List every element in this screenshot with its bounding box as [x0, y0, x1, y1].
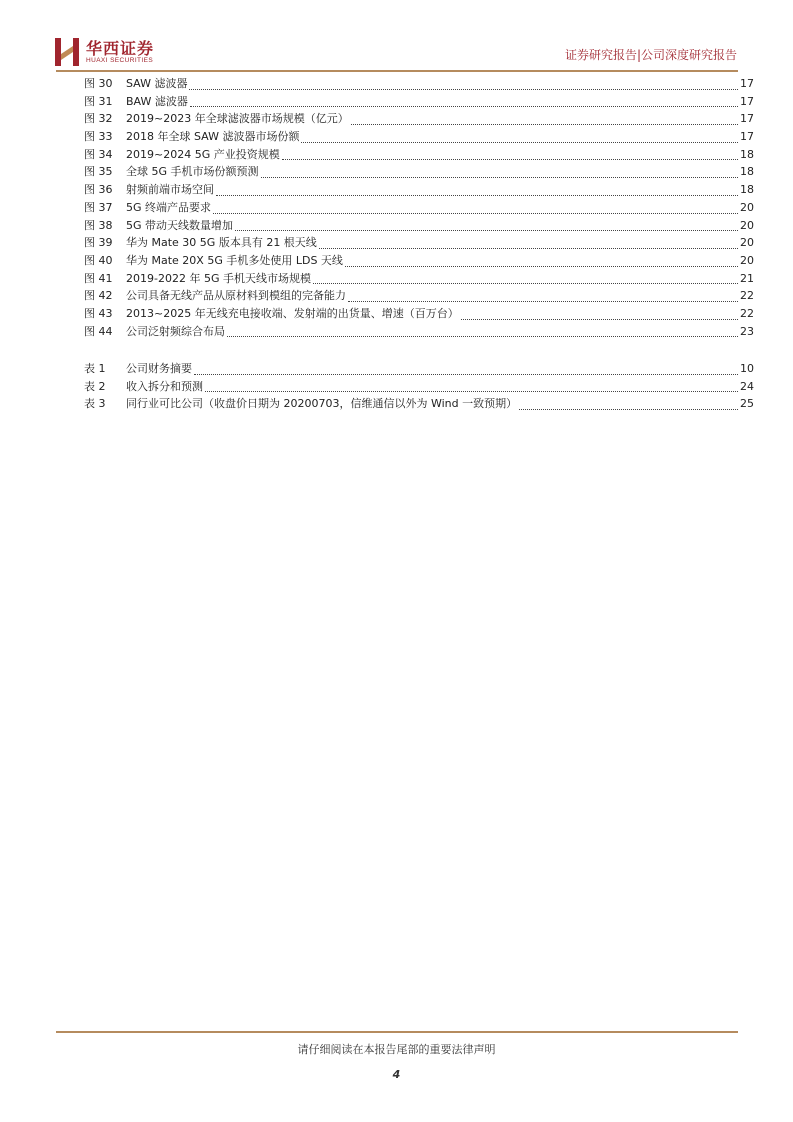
toc-leader-dots	[319, 248, 738, 249]
toc-entry-title: 2019~2024 5G 产业投资规模	[126, 147, 280, 161]
toc-entry-page: 20	[740, 218, 754, 232]
toc-figure-row[interactable]	[84, 146, 754, 164]
toc-entry-page: 17	[740, 94, 754, 108]
toc-entry-title: 2019~2023 年全球滤波器市场规模（亿元）	[126, 112, 349, 126]
toc-table-row[interactable]	[84, 395, 754, 413]
toc-entry-page: 17	[740, 77, 754, 90]
toc-entry-page: 22	[740, 306, 754, 320]
toc-entry-label: 图 32	[84, 112, 113, 126]
toc-leader-dots	[213, 213, 738, 214]
toc-entry-page: 21	[740, 271, 754, 285]
toc-figure-row[interactable]	[84, 270, 754, 288]
toc-figure-row[interactable]	[84, 217, 754, 235]
toc-entry-label: 图 37	[84, 200, 113, 214]
toc-entry-title: 2013~2025 年无线充电接收端、发射端的出货量、增速（百万台）	[126, 306, 459, 320]
toc-entry-label: 图 31	[84, 94, 113, 108]
toc-entry-label: 图 33	[84, 130, 113, 144]
toc-entry-label: 表 3	[84, 397, 106, 411]
footer-divider	[56, 1031, 738, 1033]
toc-entry-label: 表 1	[84, 362, 106, 375]
toc-entry-title: 5G 带动天线数量增加	[126, 218, 234, 232]
toc-leader-dots	[194, 374, 738, 375]
toc-leader-dots	[190, 106, 738, 107]
toc-leader-dots	[282, 159, 738, 160]
toc-entry-page: 17	[740, 130, 754, 144]
toc-entry-label: 图 30	[84, 77, 113, 90]
toc-entry-title: 同行业可比公司（收盘价日期为 20200703，信维通信以外为 Wind 一致预期）	[126, 397, 518, 411]
toc-entry-title: 全球 5G 手机市场份额预测	[126, 165, 259, 179]
toc-leader-dots	[205, 391, 738, 392]
toc-entry-page: 20	[740, 236, 754, 250]
toc-figure-row[interactable]	[84, 199, 754, 217]
toc-entry-page: 18	[740, 165, 754, 179]
toc-entry-title: 收入拆分和预测	[126, 379, 203, 393]
table-list	[84, 360, 754, 413]
toc-figure-row[interactable]	[84, 287, 754, 305]
toc-leader-dots	[261, 177, 738, 178]
logo-english-name: HUAXI SECURITIES	[86, 57, 154, 64]
toc-entry-label: 图 36	[84, 183, 113, 197]
page-number: 4	[392, 1068, 401, 1081]
toc-entry-label: 图 41	[84, 271, 113, 285]
toc-leader-dots	[351, 124, 738, 125]
toc-entry-title: 公司泛射频综合布局	[126, 324, 225, 338]
toc-figure-row[interactable]	[84, 252, 754, 270]
header-divider	[56, 70, 738, 72]
toc-figure-row[interactable]	[84, 163, 754, 181]
page-header	[0, 0, 793, 76]
toc-entry-page: 10	[740, 362, 754, 375]
toc-entry-page: 20	[740, 253, 754, 267]
toc-figure-row[interactable]	[84, 181, 754, 199]
huaxi-logo-icon	[54, 36, 80, 68]
toc-figure-row[interactable]	[84, 75, 754, 93]
toc-entry-title: BAW 滤波器	[126, 94, 188, 108]
toc-entry-title: 2018 年全球 SAW 滤波器市场份额	[126, 130, 300, 144]
toc-entry-label: 图 34	[84, 147, 113, 161]
toc-table-row[interactable]	[84, 360, 754, 378]
toc-figure-row[interactable]	[84, 110, 754, 128]
toc-leader-dots	[345, 266, 738, 267]
toc-entry-title: 射频前端市场空间	[126, 183, 214, 197]
toc-entry-title: 公司具备无线产品从原材料到模组的完备能力	[126, 289, 346, 303]
toc-entry-title: 公司财务摘要	[126, 362, 192, 375]
toc-leader-dots	[235, 230, 738, 231]
toc-entry-title: 5G 终端产品要求	[126, 200, 212, 214]
toc-leader-dots	[301, 142, 738, 143]
toc-figure-row[interactable]	[84, 323, 754, 341]
toc-entry-page: 18	[740, 183, 754, 197]
legal-notice: 请仔细阅读在本报告尾部的重要法律声明	[297, 1043, 496, 1056]
toc-figure-row[interactable]	[84, 305, 754, 323]
toc-entry-label: 图 35	[84, 165, 113, 179]
toc-figure-row[interactable]	[84, 234, 754, 252]
toc-entry-title: 2019-2022 年 5G 手机天线市场规模	[126, 271, 311, 285]
toc-entry-title: 华为 Mate 20X 5G 手机多处使用 LDS 天线	[126, 253, 343, 267]
toc-entry-page: 20	[740, 200, 754, 214]
toc-entry-label: 图 38	[84, 218, 113, 232]
toc-entry-label: 图 40	[84, 253, 113, 267]
toc-leader-dots	[227, 336, 738, 337]
toc-entry-page: 23	[740, 324, 754, 338]
toc-entry-label: 图 43	[84, 306, 113, 320]
toc-leader-dots	[313, 283, 738, 284]
toc-leader-dots	[348, 301, 738, 302]
toc-entry-page: 18	[740, 147, 754, 161]
toc-leader-dots	[216, 195, 738, 196]
toc-entry-page: 22	[740, 289, 754, 303]
toc-entry-label: 图 39	[84, 236, 113, 250]
toc-entry-page: 25	[740, 397, 754, 411]
report-type-label: 证券研究报告|公司深度研究报告	[564, 48, 737, 62]
toc-figure-row[interactable]	[84, 93, 754, 111]
toc-entry-page: 24	[740, 379, 754, 393]
toc-entry-page: 17	[740, 112, 754, 126]
toc-entry-label: 图 42	[84, 289, 113, 303]
toc-entry-title: 华为 Mate 30 5G 版本具有 21 根天线	[126, 236, 317, 250]
toc-leader-dots	[519, 409, 738, 410]
toc-leader-dots	[189, 89, 738, 90]
toc-entry-label: 表 2	[84, 379, 106, 393]
toc-table-row[interactable]	[84, 378, 754, 396]
toc-leader-dots	[461, 319, 738, 320]
toc-figure-row[interactable]	[84, 128, 754, 146]
toc-entry-label: 图 44	[84, 324, 113, 338]
figure-list	[84, 75, 754, 340]
huaxi-logo	[54, 34, 174, 70]
logo-chinese-name: 华西证券	[86, 39, 155, 58]
toc-entry-title: SAW 滤波器	[126, 77, 188, 90]
